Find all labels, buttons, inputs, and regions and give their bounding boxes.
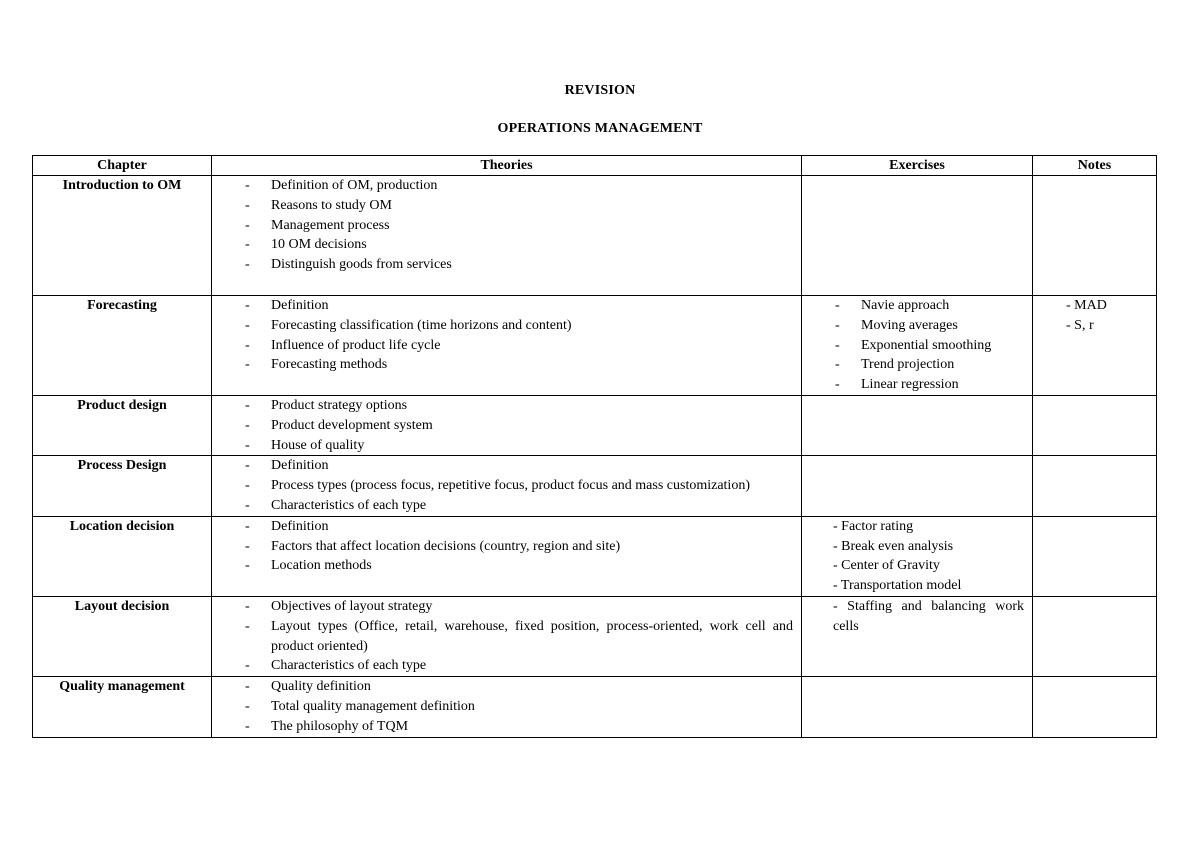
table-row [33, 395, 1157, 455]
exercise-item: - Navie approach [802, 296, 1032, 316]
notes-cell [1033, 395, 1157, 455]
table-row [33, 516, 1157, 596]
table-header-row [33, 156, 1157, 176]
chapter-cell: Forecasting [33, 296, 212, 396]
exercise-item: - Exponential smoothing [802, 336, 1032, 356]
note-item: - S, r [1066, 317, 1094, 333]
exercise-item: - Center of Gravity [833, 558, 940, 574]
theory-item: - Reasons to study OM [212, 196, 801, 216]
table-row [33, 296, 1157, 396]
chapter-cell: Introduction to OM [33, 176, 212, 296]
exercise-item: - Break even analysis [833, 538, 954, 554]
notes-cell [1033, 516, 1157, 596]
theory-item: - Process types (process focus, repetitive focus, product focus and mass customization) [212, 476, 801, 496]
header-chapter: Chapter [33, 156, 212, 176]
exercises-cell [802, 176, 1033, 296]
note-item: - MAD [1066, 298, 1107, 313]
theory-item: - Management process [212, 216, 801, 236]
table-row [33, 677, 1157, 737]
document-title: REVISION [564, 83, 636, 98]
theory-item: - Characteristics of each type [212, 656, 801, 676]
notes-cell [1033, 456, 1157, 516]
theory-item: - Forecasting classification (time horizons and content) [212, 316, 801, 336]
header-theories: Theories [212, 156, 802, 176]
table-row [33, 176, 1157, 296]
exercise-item: - Moving averages [802, 316, 1032, 336]
exercise-item: - Factor rating [833, 518, 914, 534]
exercises-cell [802, 596, 1033, 676]
header-exercises: Exercises [802, 156, 1033, 176]
exercises-cell [802, 395, 1033, 455]
theory-item: - Influence of product life cycle [212, 336, 801, 356]
theory-item: - Distinguish goods from services [212, 255, 801, 275]
exercise-item: - Staffing and balancing work cells [833, 598, 1024, 634]
theory-item: - Product development system [212, 416, 801, 436]
exercise-item: - Transportation model [833, 578, 962, 594]
theory-item: - Objectives of layout strategy [212, 597, 801, 617]
exercises-cell [802, 516, 1033, 596]
theory-item: - Location methods [212, 556, 801, 576]
chapter-cell: Process Design [33, 456, 212, 516]
table-row [33, 596, 1157, 676]
exercises-cell [802, 677, 1033, 737]
theory-item: - Quality definition [212, 677, 801, 697]
document-subtitle: OPERATIONS MANAGEMENT [497, 121, 703, 136]
exercise-item: - Linear regression [802, 375, 1032, 395]
theory-item: - The philosophy of TQM [212, 717, 801, 737]
exercises-cell [802, 456, 1033, 516]
theories-cell [212, 176, 802, 296]
chapter-cell: Quality management [33, 677, 212, 737]
notes-cell [1033, 296, 1157, 396]
theories-cell [212, 296, 802, 396]
exercise-item: - Trend projection [802, 355, 1032, 375]
theory-item: - Definition [212, 517, 801, 537]
theories-cell [212, 596, 802, 676]
theory-item: - Total quality management definition [212, 697, 801, 717]
theory-item: - 10 OM decisions [212, 235, 801, 255]
theory-item: - Definition [212, 296, 801, 316]
theory-item: - Layout types (Office, retail, warehouse, fixed position, process-oriented, work cell and product oriented) [212, 617, 801, 657]
theory-item: - Characteristics of each type [212, 496, 801, 516]
exercises-cell [802, 296, 1033, 396]
theories-cell [212, 516, 802, 596]
theories-cell [212, 395, 802, 455]
theory-item: - Definition of OM, production [212, 176, 801, 196]
theories-cell [212, 677, 802, 737]
notes-cell [1033, 596, 1157, 676]
theory-item: - Definition [212, 456, 801, 476]
header-notes: Notes [1033, 156, 1157, 176]
notes-cell [1033, 677, 1157, 737]
revision-table [32, 155, 1157, 738]
chapter-cell: Product design [33, 395, 212, 455]
theory-item: - Product strategy options [212, 396, 801, 416]
chapter-cell: Location decision [33, 516, 212, 596]
theory-item: - Forecasting methods [212, 355, 801, 375]
theory-item: - House of quality [212, 436, 801, 456]
chapter-cell: Layout decision [33, 596, 212, 676]
notes-cell [1033, 176, 1157, 296]
theories-cell [212, 456, 802, 516]
table-row [33, 456, 1157, 516]
theory-item: - Factors that affect location decisions (country, region and site) [212, 537, 801, 557]
